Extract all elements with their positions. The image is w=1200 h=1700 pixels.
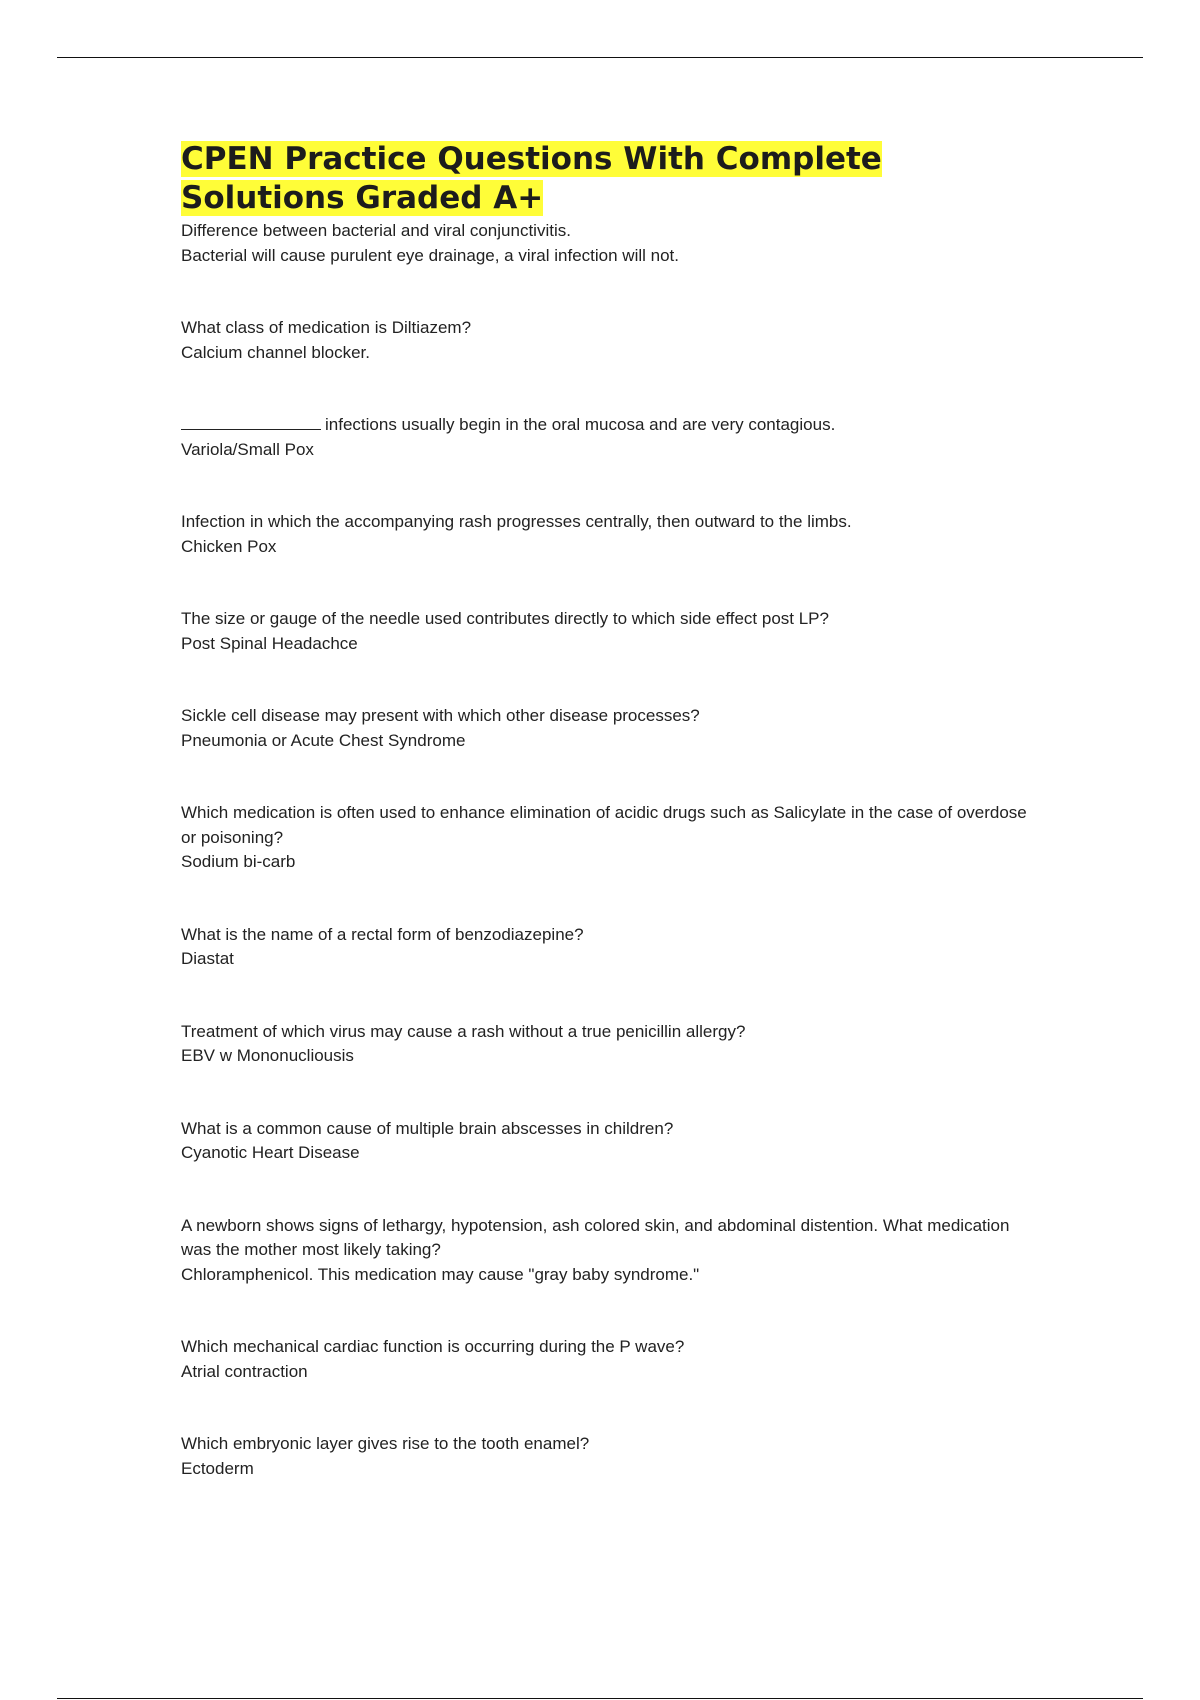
question: The size or gauge of the needle used contributes directly to which side effect post LP?	[181, 609, 829, 628]
question: Sickle cell disease may present with which other disease processes?	[181, 706, 700, 725]
question: Which embryonic layer gives rise to the tooth enamel?	[181, 1434, 590, 1453]
answer: Pneumonia or Acute Chest Syndrome	[181, 730, 466, 750]
question-with-blank	[181, 413, 1041, 438]
title-line-2: Solutions Graded A+	[181, 180, 544, 216]
question: What is the name of a rectal form of benzodiazepine?	[181, 924, 584, 944]
qa-item	[181, 607, 1041, 656]
answer: Cyanotic Heart Disease	[181, 1143, 360, 1162]
answer: Variola/Small Pox	[181, 439, 314, 459]
fill-in-blank	[181, 415, 321, 430]
question: infections usually begin in the oral mucosa and are very contagious.	[325, 415, 836, 434]
qa-item	[181, 1020, 1041, 1069]
answer: EBV w Mononucliousis	[181, 1046, 354, 1065]
title-line-1: CPEN Practice Questions With Complete	[181, 141, 882, 177]
document-body	[181, 140, 1041, 1481]
question: Treatment of which virus may cause a rash without a true penicillin allergy?	[181, 1021, 746, 1041]
answer: Diastat	[181, 949, 234, 968]
qa-item	[181, 1214, 1041, 1288]
question: A newborn shows signs of lethargy, hypotension, ash colored skin, and abdominal distention. What medication was the mother most likely taking?	[181, 1215, 1015, 1259]
question: Which medication is often used to enhance elimination of acidic drugs such as Salicylate in the case of overdose or poisoning?	[181, 803, 1032, 847]
answer: Chloramphenicol. This medication may cause "gray baby syndrome."	[181, 1264, 700, 1284]
question: Which mechanical cardiac function is occurring during the P wave?	[181, 1337, 685, 1356]
qa-item	[181, 1432, 1041, 1481]
qa-item	[181, 923, 1041, 972]
question: What class of medication is Diltiazem?	[181, 318, 472, 337]
answer: Chicken Pox	[181, 536, 277, 556]
answer: Bacterial will cause purulent eye drainage, a viral infection will not.	[181, 245, 679, 265]
qa-item	[181, 510, 1041, 559]
qa-item	[181, 413, 1041, 462]
document-title	[181, 140, 1041, 218]
qa-item	[181, 1117, 1041, 1166]
qa-item	[181, 704, 1041, 753]
answer: Calcium channel blocker.	[181, 342, 370, 362]
answer: Post Spinal Headachce	[181, 633, 358, 653]
question: Infection in which the accompanying rash progresses centrally, then outward to the limbs.	[181, 512, 852, 531]
qa-item	[181, 801, 1041, 875]
qa-item	[181, 1335, 1041, 1384]
answer: Sodium bi-carb	[181, 852, 296, 871]
bottom-rule	[57, 1698, 1143, 1699]
question: Difference between bacterial and viral conjunctivitis.	[181, 221, 571, 240]
qa-item	[181, 219, 1041, 268]
answer: Ectoderm	[181, 1458, 254, 1478]
qa-item	[181, 316, 1041, 365]
top-rule	[57, 57, 1143, 58]
question: What is a common cause of multiple brain abscesses in children?	[181, 1118, 674, 1138]
answer: Atrial contraction	[181, 1361, 308, 1381]
